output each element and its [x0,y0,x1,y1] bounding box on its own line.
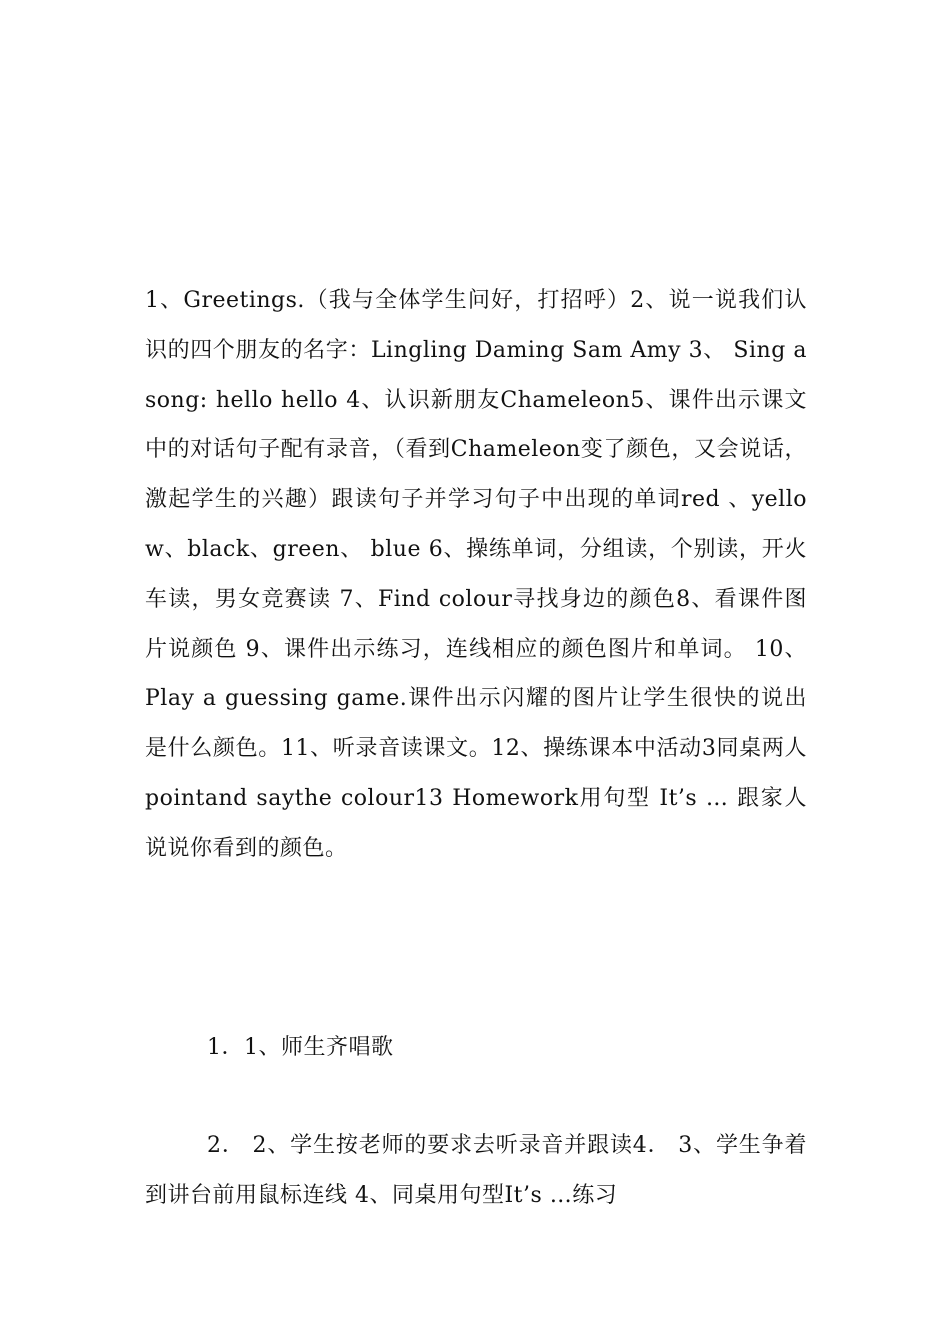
student-activity-item-1: 1．1、师生齐唱歌 [207,1035,394,1060]
student-activity-item-2: 2． 2、学生按老师的要求去听录音并跟读4． 3、学生争着到讲台前用鼠标连线 4、同桌用句型It’s …练习 [145,1133,807,1208]
lesson-procedure-paragraph: 1、Greetings.（我与全体学生问好，打招呼）2、说一说我们认识的四个朋友的名字：Lingling Daming Sam Amy 3、 Sing a song: hello hello 4、认识新朋友Chameleon5、课件出示课文中的对话句子配有录音，（看到Chameleon变了颜色，又会说话，激起学生的兴趣）跟读句子并学习句子中出现的单词red 、yellow、black、green、 blue 6、操练单词，分组读，个别读，开火车读，男女竞赛读 7、Find colour寻找身边的颜色8、看课件图片说颜色 9、课件出示练习，连线相应的颜色图片和单词。 10、 Play a guessing game.课件出示闪耀的图片让学生很快的说出是什么颜色。11、听录音读课文。12、操练课本中活动3同桌两人pointand saythe colour13 Homework用句型 It’s … 跟家人说说你看到的颜色。 [145,288,807,861]
